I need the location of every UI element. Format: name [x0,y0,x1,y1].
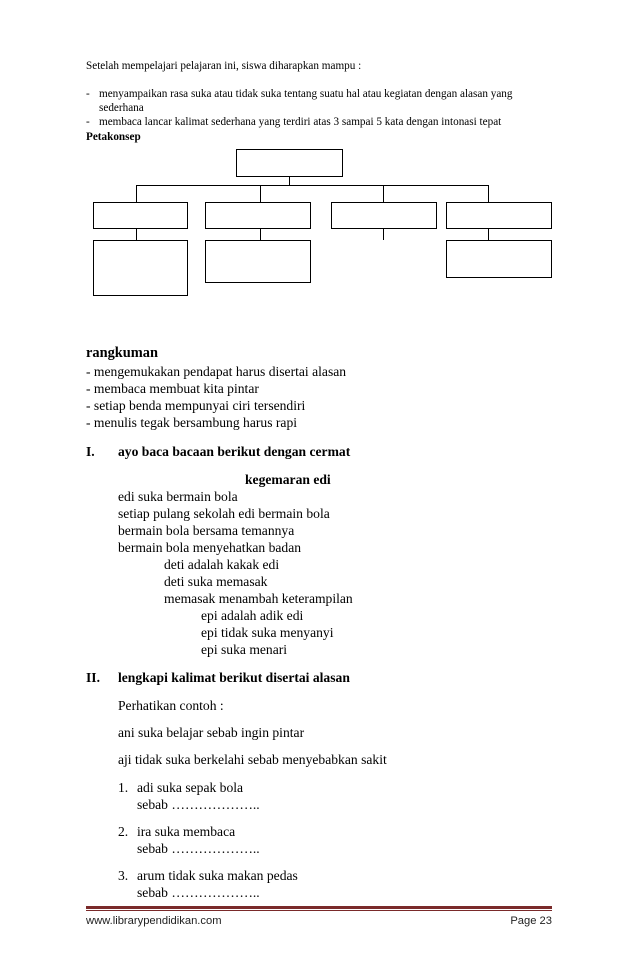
concept-map-sub-connector-2 [260,229,261,240]
story-line: setiap pulang sekolah edi bermain bola [118,506,330,521]
footer-page-number: Page 23 [510,915,552,927]
footer-website: www.librarypendidikan.com [86,915,222,927]
footer-rule-thick [86,906,552,909]
summary-item: - membaca membuat kita pintar [86,381,259,396]
instruction-text: Perhatikan contoh : [118,698,224,713]
exercise-answer-blank: sebab ……………….. [137,885,260,900]
concept-map-sub-box-2 [205,240,311,283]
concept-map-box-2 [205,202,311,229]
concept-map-sub-connector-1 [136,229,137,240]
story-line: bermain bola bersama temannya [118,523,295,538]
exercise-number: 3. [118,868,129,883]
concept-map-sub-box-1 [93,240,188,296]
goal-point-1-text: menyampaikan rasa suka atau tidak suka tentang suatu hal atau kegiatan dengan alasan yang [99,88,513,100]
story-line: memasak menambah keterampilan [164,591,353,606]
concept-map-branch-line [136,185,489,186]
goal-point-2-dash: - [86,116,90,128]
concept-map-box-4 [446,202,552,229]
exercise-number: 1. [118,780,129,795]
goal-point-2-text: membaca lancar kalimat sederhana yang terdiri atas 3 sampai 5 kata dengan intonasi tepat [99,116,502,128]
concept-map-box-3 [331,202,437,229]
story-line: edi suka bermain bola [118,489,238,504]
story-line: bermain bola menyehatkan badan [118,540,302,555]
concept-map-sub-connector-4 [488,229,489,240]
story-line: epi adalah adik edi [201,608,304,623]
footer-rule-thin [86,910,552,911]
exercise-answer-blank: sebab ……………….. [137,797,260,812]
story-line: epi suka menari [201,642,288,657]
concept-map-root-box [236,149,343,177]
concept-map-sub-box-4 [446,240,552,278]
summary-item: - menulis tegak bersambung harus rapi [86,415,298,430]
story-line: deti suka memasak [164,574,268,589]
summary-item: - setiap benda mempunyai ciri tersendiri [86,398,306,413]
goal-point-1-continuation: sederhana [99,102,144,114]
story-line: epi tidak suka menyanyi [201,625,334,640]
exercise-answer-blank: sebab ……………….. [137,841,260,856]
exercise-number: 2. [118,824,129,839]
concept-map-sub-connector-3 [383,229,384,240]
exercise-text: arum tidak suka makan pedas [137,868,298,883]
summary-heading: rangkuman [86,345,158,361]
section-1-title: ayo baca bacaan berikut dengan cermat [118,444,351,459]
story-line: deti adalah kakak edi [164,557,280,572]
concept-map-drop-3 [383,185,384,202]
exercise-text: ira suka membaca [137,824,236,839]
exercise-text: adi suka sepak bola [137,780,244,795]
example-sentence: aji tidak suka berkelahi sebab menyebabkan sakit [118,752,387,767]
concept-map-box-1 [93,202,188,229]
section-1-numeral: I. [86,444,95,459]
summary-item: - mengemukakan pendapat harus disertai alasan [86,364,347,379]
example-sentence: ani suka belajar sebab ingin pintar [118,725,305,740]
concept-map-drop-1 [136,185,137,202]
goal-point-1-dash: - [86,88,90,100]
concept-map-drop-4 [488,185,489,202]
story-title: kegemaran edi [245,472,331,487]
concept-map-drop-2 [260,185,261,202]
concept-map-title: Petakonsep [86,131,141,143]
section-2-title: lengkapi kalimat berikut disertai alasan [118,670,350,685]
learning-goal-text: Setelah mempelajari pelajaran ini, siswa diharapkan mampu : [86,60,362,72]
section-2-numeral: II. [86,670,100,685]
